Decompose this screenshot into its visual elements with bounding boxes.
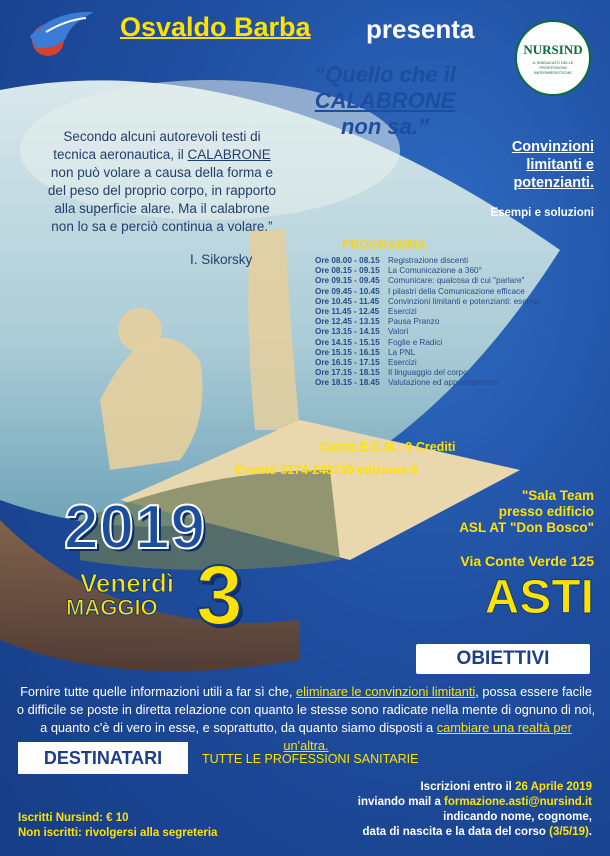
program-row <box>315 327 590 337</box>
program-activity: I pilastri della Comunicazione efficace <box>388 286 525 296</box>
quote-text-end: non può volare a causa della forma e del peso del proprio corpo, in rapporto alla superficie alare. Ma il calabrone non lo sa e perciò continua a volare.” <box>47 165 277 234</box>
program-activity: Pausa Pranzo <box>388 317 440 327</box>
program-activity: Convinzioni limitanti e potenzianti: esempi <box>388 296 541 306</box>
subtitle-line-2: limitanti e <box>526 157 594 173</box>
course-subtitle <box>466 138 594 192</box>
registration-deadline: 26 Aprile 2019 <box>515 781 592 793</box>
fee-members: Iscritti Nursind: € 10 <box>18 812 129 824</box>
quote-text-start: Secondo alcuni autorevoli testi di tecnica aeronautica, il <box>53 129 261 162</box>
event-day-number: 3 <box>196 548 243 642</box>
ecm-event-code: Evento 3174-248739 edizione 8 <box>235 463 418 477</box>
program-time: Ore 17.15 - 18.15 <box>315 368 380 378</box>
sikorsky-quote <box>42 128 282 236</box>
program-time: Ore 18.15 - 18.45 <box>315 378 380 388</box>
program-activity: La Comunicazione a 360° <box>388 266 482 276</box>
program-row <box>315 348 590 358</box>
program-row <box>315 368 590 378</box>
program-row <box>315 276 590 286</box>
program-time: Ore 16.15 - 17.15 <box>315 358 380 368</box>
program-time: Ore 11.45 - 12.45 <box>315 307 380 317</box>
program-time: Ore 15.15 - 16.15 <box>315 347 380 357</box>
program-row <box>315 287 590 297</box>
audience-text: TUTTE LE PROFESSIONI SANITARIE <box>202 752 419 766</box>
program-row <box>315 297 590 307</box>
registration-email-link[interactable]: formazione.asti@nursind.it <box>444 796 592 808</box>
program-row <box>315 307 590 317</box>
venue-line-2: presso edificio <box>498 504 594 519</box>
program-row <box>315 358 590 368</box>
objectives-label: OBIETTIVI <box>456 648 550 669</box>
program-activity: Esercizi <box>388 307 417 317</box>
program-row <box>315 338 590 348</box>
venue-line-1: "Sala Team <box>521 488 594 503</box>
program-time: Ore 08.15 - 09.15 <box>315 266 380 276</box>
registration-pre: Iscrizioni entro il <box>420 781 516 793</box>
objectives-text-1: Fornire tutte quelle informazioni utili a far sì che, <box>20 684 297 699</box>
program-row <box>315 317 590 327</box>
ecm-credits: Corso E.C.M.: 9 Crediti <box>320 440 456 454</box>
nursind-logo-text: NURSIND <box>523 42 583 57</box>
title-line-3: non sa.” <box>340 114 429 139</box>
venue-city: ASTI <box>484 571 594 624</box>
venue-line-3: ASL AT "Don Bosco" <box>459 520 594 535</box>
audience-label: DESTINATARI <box>43 748 163 768</box>
registration-line-4-post: . <box>588 826 592 838</box>
fee-non-members: Non iscritti: rivolgersi alla segreteria <box>18 827 218 839</box>
event-year: 2019 <box>64 493 206 562</box>
event-month: MAGGIO <box>66 595 158 620</box>
event-weekday: Venerdì <box>80 568 174 598</box>
event-title <box>280 62 490 140</box>
objectives-highlight-1: eliminare le convinzioni limitanti <box>296 684 476 699</box>
program-activity: Valori <box>388 327 409 337</box>
audience-heading <box>18 742 188 774</box>
program-activity: Foglie e Radici <box>388 337 443 347</box>
program-time: Ore 10.45 - 11.45 <box>315 296 380 306</box>
registration-line-4-pre: data di nascita e la data del corso <box>362 826 550 838</box>
registration-mail-pre: inviando mail a <box>357 796 445 808</box>
program-time: Ore 09.45 - 10.45 <box>315 286 380 296</box>
presents-label: presenta <box>366 14 475 44</box>
program-activity: Il linguaggio del corpo <box>388 368 468 378</box>
nursind-logo-subtext: IL SINDACATO DELLE PROFESSIONI INFERMIERISTICHE <box>532 60 574 75</box>
title-line-2: CALABRONE <box>314 88 456 113</box>
bird-logo-icon <box>26 6 96 62</box>
program-row <box>315 256 590 266</box>
program-activity: Comunicare: qualcosa di cui "parlare" <box>388 276 525 286</box>
objectives-heading <box>416 644 590 674</box>
quote-author: I. Sikorsky <box>190 252 253 267</box>
program-time: Ore 12.45 - 13.15 <box>315 317 380 327</box>
venue-name <box>410 488 594 536</box>
program-title: PROGRAMMA <box>342 238 427 252</box>
objectives-highlight-2: cambiare una realtà per un'altra. <box>283 720 572 753</box>
registration-course-date: (3/5/19) <box>549 826 589 838</box>
quote-highlight: CALABRONE <box>187 147 271 162</box>
registration-line-3: indicando nome, cognome, <box>443 811 592 823</box>
nursind-logo <box>515 20 591 96</box>
program-time: Ore 13.15 - 14.15 <box>315 327 380 337</box>
subtitle-line-3: potenzianti. <box>513 175 594 191</box>
subtitle-examples: Esempi e soluzioni <box>490 207 594 219</box>
program-row <box>315 378 590 388</box>
registration-line-2 <box>300 795 592 810</box>
program-activity: Valutazione ed apprendimento <box>388 378 499 388</box>
objectives-text-2: , possa essere facile o difficile se poste in diretta relazione con quanto le stesse sono radicate nella mente di ognuno di noi, a quanto c'è di vero in esse, e soprattutto, da quanto siamo disposti a <box>16 684 596 735</box>
program-activity: Registrazione discenti <box>388 256 469 265</box>
program-activity: La PNL <box>388 347 416 357</box>
program-row <box>315 266 590 276</box>
organizer-name: Osvaldo Barba <box>120 12 311 42</box>
registration-info <box>300 780 592 840</box>
program-time: Ore 08.00 - 08.15 <box>315 256 380 265</box>
title-line-1: “Quello che il <box>314 62 456 87</box>
program-time: Ore 14.15 - 15.15 <box>315 337 380 347</box>
registration-line-4 <box>300 825 592 840</box>
registration-line-1 <box>300 780 592 795</box>
program-activity: Esercizi <box>388 358 417 368</box>
program-schedule <box>315 256 590 389</box>
subtitle-line-1: Convinzioni <box>511 139 594 155</box>
program-time: Ore 09.15 - 09.45 <box>315 276 380 286</box>
venue-address: Via Conte Verde 125 <box>460 553 594 569</box>
